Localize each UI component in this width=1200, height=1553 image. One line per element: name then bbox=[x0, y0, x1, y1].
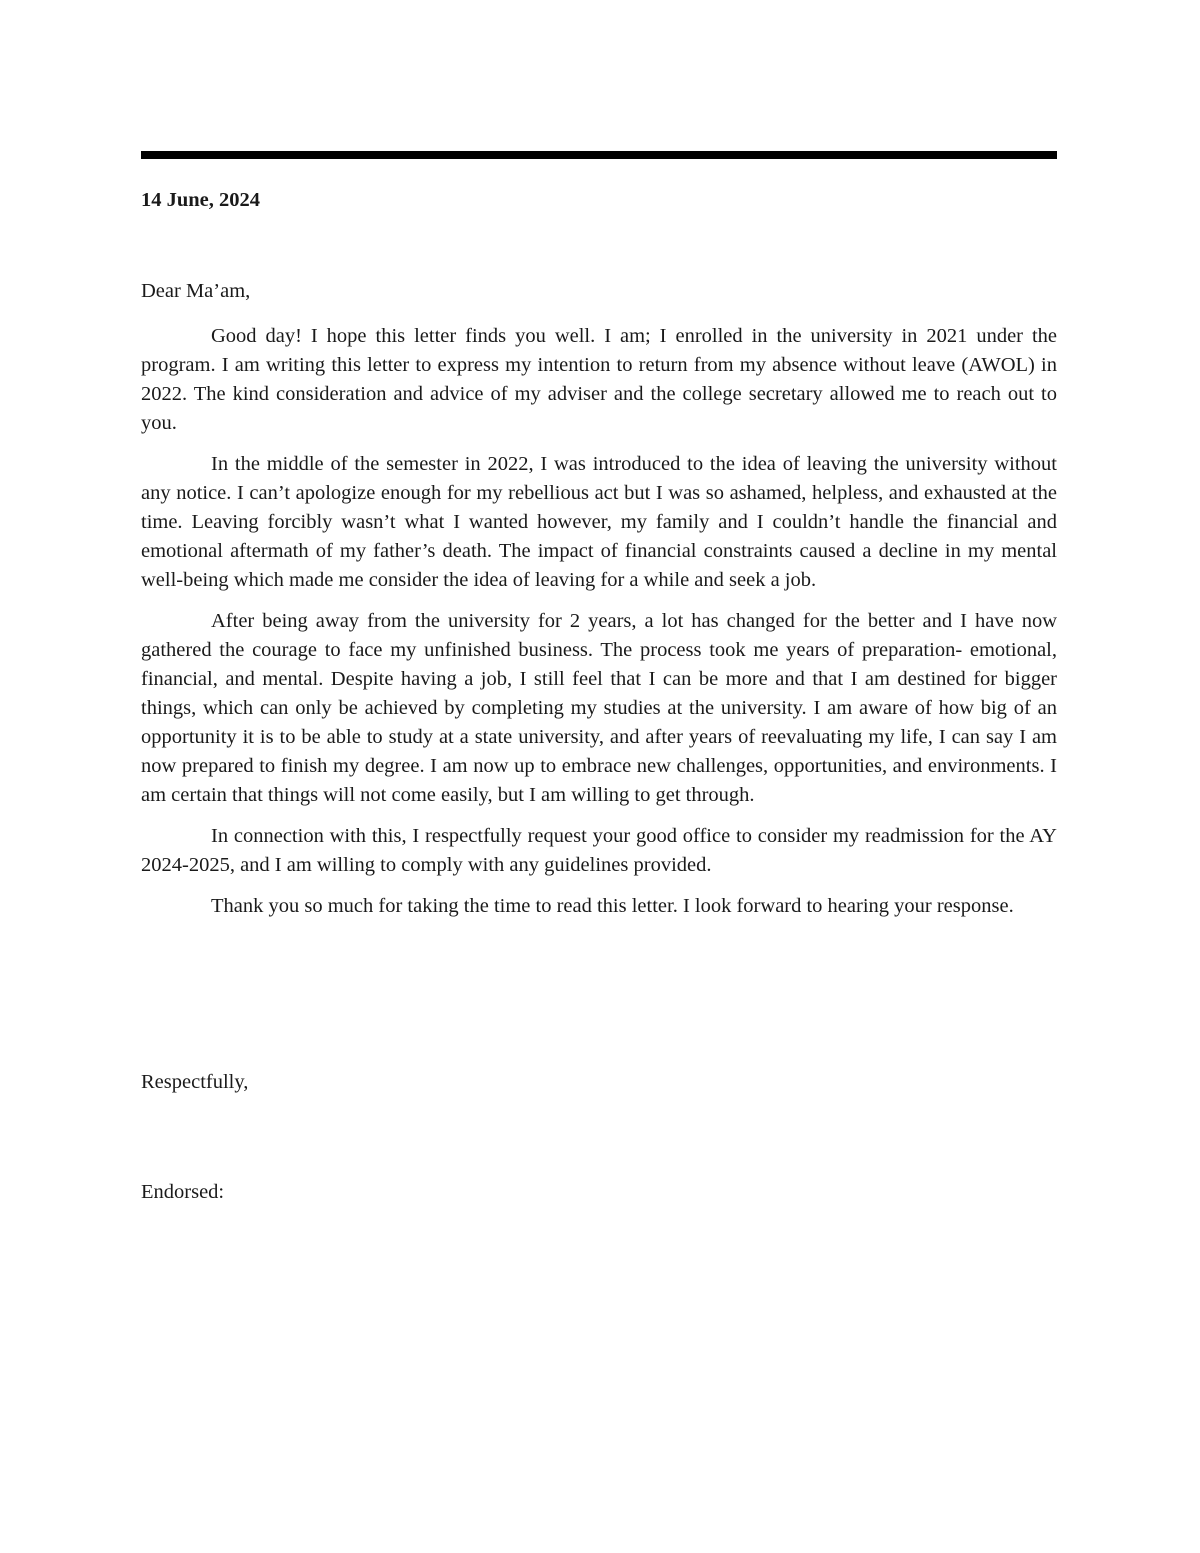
paragraph-reason: In the middle of the semester in 2022, I was introduced to the idea of leaving the university without any notice. I can’t apologize enough for my rebellious act but I was so ashamed, helpless, and exhausted at the time. Leaving forcibly wasn’t what I wanted however, my family and I couldn’t handle the financial and emotional aftermath of my father’s death. The impact of financial constraints caused a decline in my mental well-being which made me consider the idea of leaving for a while and seek a job. bbox=[141, 453, 1057, 591]
header-rule bbox=[141, 151, 1057, 159]
letter-body bbox=[141, 322, 1057, 933]
paragraph-request: In connection with this, I respectfully request your good office to consider my readmission for the AY 2024-2025, and I am willing to comply with any guidelines provided. bbox=[141, 825, 1057, 876]
salutation: Dear Ma’am, bbox=[141, 280, 251, 302]
paragraph-return: After being away from the university for 2 years, a lot has changed for the better and I have now gathered the courage to face my unfinished business. The process took me years of preparation- emotional, financial, and mental. Despite having a job, I still feel that I can be more and that I am destined for bigger things, which can only be achieved by completing my studies at the university. I am aware of how big of an opportunity it is to be able to study at a state university, and after years of reevaluating my life, I can say I am now prepared to finish my degree. I am now up to embrace new challenges, opportunities, and environments. I am certain that things will not come easily, but I am willing to get through. bbox=[141, 610, 1057, 806]
letter-date: 14 June, 2024 bbox=[141, 189, 261, 211]
endorsed-label: Endorsed: bbox=[141, 1181, 225, 1203]
closing: Respectfully, bbox=[141, 1071, 249, 1093]
paragraph-thanks: Thank you so much for taking the time to read this letter. I look forward to hearing your response. bbox=[211, 895, 1014, 917]
paragraph-intro: Good day! I hope this letter finds you well. I am; I enrolled in the university in 2021 under the program. I am writing this letter to express my intention to return from my absence without leave (AWOL) in 2022. The kind consideration and advice of my adviser and the college secretary allowed me to reach out to you. bbox=[141, 325, 1057, 434]
